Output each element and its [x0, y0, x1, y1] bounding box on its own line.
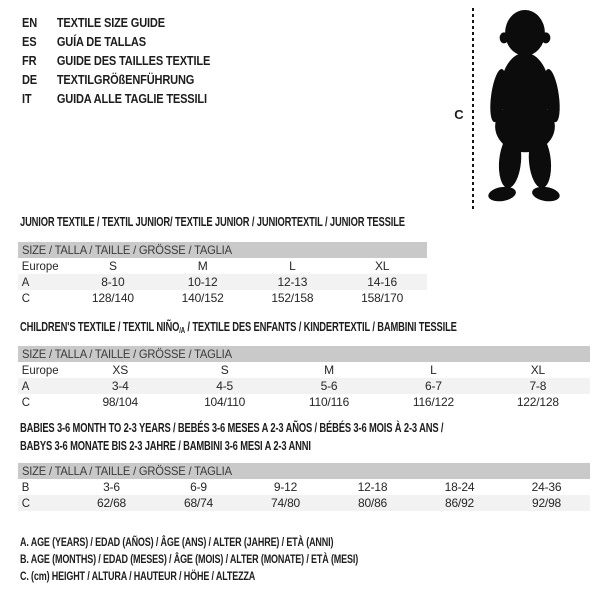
- size-table-row-c: [18, 290, 427, 306]
- babies-size-table: [18, 463, 590, 511]
- language-title: GUIDE DES TAILLES TEXTILE: [56, 53, 211, 68]
- table-cell: 3-6: [103, 480, 120, 494]
- row-label: C: [21, 291, 31, 305]
- table-cell: 158/170: [361, 291, 404, 305]
- table-cell: 152/158: [271, 291, 314, 305]
- table-cell: 68/74: [183, 496, 214, 510]
- table-cell: L: [430, 363, 437, 377]
- row-label: A: [21, 379, 30, 393]
- table-cell: 10-12: [187, 275, 218, 289]
- table-cell: 74/80: [270, 496, 301, 510]
- table-cell: 128/140: [91, 291, 134, 305]
- measure-legend: [20, 534, 471, 585]
- size-table-row-europe: [18, 362, 590, 378]
- size-table-row-a: [18, 274, 427, 290]
- language-title: TEXTILE SIZE GUIDE: [56, 15, 165, 30]
- height-measure-label: C: [454, 107, 464, 122]
- size-table-row-a: [18, 378, 590, 394]
- height-measure-dashed-line: [472, 8, 474, 210]
- table-cell: 4-5: [216, 379, 233, 393]
- junior-section-title: JUNIOR TEXTILE / TEXTIL JUNIOR/ TEXTILE JUNIOR / JUNIORTEXTIL / JUNIOR TESSILE: [20, 215, 405, 229]
- table-cell: 18-24: [444, 480, 475, 494]
- table-cell: 12-18: [357, 480, 388, 494]
- table-cell: XL: [374, 259, 390, 273]
- table-cell: 122/128: [516, 395, 559, 409]
- table-cell: 14-16: [367, 275, 397, 289]
- size-table-header: [18, 242, 427, 258]
- legend-line-c: C. (cm) HEIGHT / ALTURA / HAUTEUR / HÖHE / ALTEZZA: [20, 569, 256, 583]
- row-label: C: [21, 496, 31, 510]
- table-cell: 110/116: [308, 395, 350, 409]
- table-cell: 7-8: [529, 379, 547, 393]
- junior-size-table: [18, 242, 427, 306]
- table-cell: 8-10: [101, 275, 125, 289]
- size-table-row-europe: [18, 258, 427, 274]
- language-code: EN: [22, 15, 38, 30]
- size-table-header: [18, 463, 590, 479]
- language-title-block: [22, 13, 243, 108]
- table-cell: S: [220, 363, 229, 377]
- row-label: B: [21, 480, 30, 494]
- table-cell: 92/98: [531, 496, 562, 510]
- children-title-suffix: / TEXTILE DES ENFANTS / KINDERTEXTIL / BAMBINI TESSILE: [184, 320, 457, 334]
- babies-title-line1: BABIES 3-6 MONTH TO 2-3 YEARS / BEBÉS 3-6 MESES A 2-3 AÑOS / BÉBÉS 3-6 MOIS À 2-3 ANS /: [20, 421, 444, 435]
- table-cell: M: [324, 363, 334, 377]
- table-cell: 3-4: [111, 379, 129, 393]
- children-title-subscript: /A: [179, 326, 185, 335]
- children-section-title: [20, 318, 457, 338]
- row-label: Europe: [21, 363, 59, 377]
- language-row-de: [22, 70, 210, 89]
- row-label: Europe: [21, 259, 59, 273]
- children-title-prefix: CHILDREN'S TEXTILE / TEXTIL NIÑO: [20, 320, 180, 334]
- table-cell: 116/122: [412, 395, 454, 409]
- children-size-table: [18, 346, 590, 410]
- language-row-es: [22, 32, 210, 51]
- row-label: C: [21, 395, 31, 409]
- size-table-header-label: SIZE / TALLA / TAILLE / GRÖSSE / TAGLIA: [22, 243, 232, 257]
- language-row-it: [22, 89, 210, 108]
- table-cell: 62/68: [96, 496, 127, 510]
- size-table-row-c: [18, 495, 590, 511]
- language-title: TEXTILGRÖßENFÜHRUNG: [56, 72, 195, 87]
- table-cell: 98/104: [102, 395, 138, 409]
- table-cell: 86/92: [444, 496, 475, 510]
- language-row-fr: [22, 51, 210, 70]
- table-cell: 5-6: [320, 379, 338, 393]
- legend-line-a: A. AGE (YEARS) / EDAD (AÑOS) / ÂGE (ANS) / ALTER (JAHRE) / ETÀ (ANNI): [20, 535, 334, 549]
- baby-silhouette-icon: [478, 8, 570, 207]
- size-table-row-c: [18, 394, 590, 410]
- size-table-header-label: SIZE / TALLA / TAILLE / GRÖSSE / TAGLIA: [22, 464, 232, 478]
- table-cell: M: [197, 259, 208, 273]
- language-code: ES: [22, 34, 37, 49]
- language-code: FR: [22, 53, 37, 68]
- language-code: IT: [22, 91, 32, 106]
- babies-title-line2: BABYS 3-6 MONATE BIS 2-3 JAHRE / BAMBINI 3-6 MESI A 2-3 ANNI: [20, 439, 311, 453]
- table-cell: XS: [112, 363, 128, 377]
- row-label: A: [21, 275, 30, 289]
- table-cell: 104/110: [204, 395, 246, 409]
- babies-section-title: [20, 419, 443, 455]
- size-table-header-label: SIZE / TALLA / TAILLE / GRÖSSE / TAGLIA: [22, 347, 232, 361]
- language-row-en: [22, 13, 210, 32]
- language-title: GUIDA ALLE TAGLIE TESSILI: [56, 91, 207, 106]
- table-cell: 140/152: [181, 291, 224, 305]
- table-cell: 24-36: [531, 480, 562, 494]
- size-table-row-b: [18, 479, 590, 495]
- table-cell: 6-9: [190, 480, 207, 494]
- language-title: GUÍA DE TALLAS: [56, 34, 146, 49]
- table-cell: S: [108, 259, 117, 273]
- table-cell: 9-12: [273, 480, 298, 494]
- table-cell: 6-7: [425, 379, 442, 393]
- legend-line-b: B. AGE (MONTHS) / EDAD (MESES) / ÂGE (MOIS) / ALTER (MONATE) / ETÀ (MESI): [20, 552, 359, 566]
- size-table-header: [18, 346, 590, 362]
- language-code: DE: [22, 72, 38, 87]
- table-cell: L: [289, 259, 296, 273]
- table-cell: 12-13: [277, 275, 308, 289]
- table-cell: 80/86: [357, 496, 388, 510]
- table-cell: XL: [530, 363, 545, 377]
